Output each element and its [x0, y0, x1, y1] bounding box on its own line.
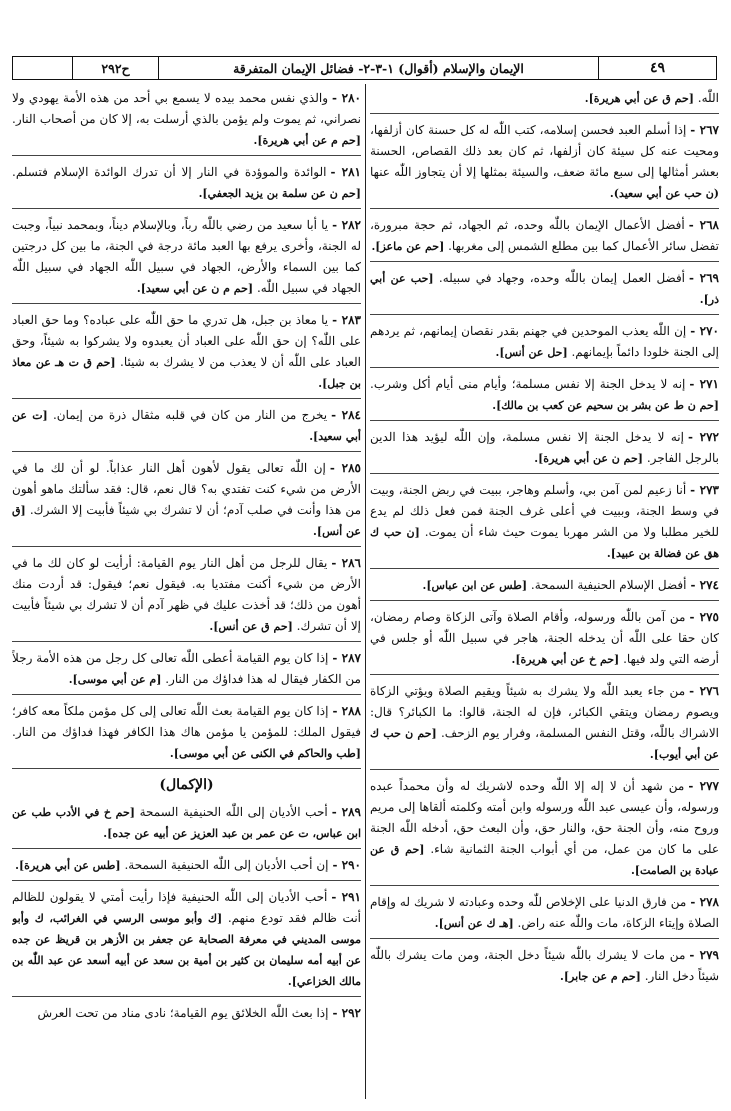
header-blank-cell [13, 57, 73, 79]
hadith-text: أفضل الإسلام الحنيفية السمحة. [527, 578, 687, 592]
hadith-source-reference: [طب والحاكم في الكنى عن أبي موسى]. [169, 747, 361, 760]
left-column [12, 88, 361, 1098]
hadith-source-reference: [ن حب ك هق عن فضالة بن عبيد]. [370, 526, 719, 560]
hadith-text: إن اللّٰه يعذب الموحدين في جهنم بقدر نقصان إيمانهم، ثم يردهم إلى الجنة خلودا دائماً بإيمانهم. [370, 324, 719, 359]
hadith-source-reference: [حم خ عن أبي هريرة]. [511, 653, 620, 666]
hadith-source-reference: [حب عن أبي ذر]. [370, 272, 719, 306]
hadith-number: ٢٩٢ - [332, 1006, 361, 1020]
hadith-entry [12, 88, 361, 156]
hadith-entry [12, 310, 361, 399]
hadith-text: اللّٰه. [693, 91, 719, 105]
section-heading: (الإكمال) [159, 777, 214, 793]
hadith-text: إذا كان يوم القيامة أعطى اللّٰه تعالى كل رجل من هذه الأمة رجلاً من الكفار فيقال له هذا فداؤك من النار. [12, 651, 361, 686]
hadith-text: إذا كان يوم القيامة بعث اللّٰه تعالى إلى كل مؤمن ملكاً معه كافر؛ فيقول الملك: للمؤمن يا مؤمن هاك هذا الكافر فهذا فداؤك من النار. [12, 704, 361, 739]
hadith-text: يا معاذ بن جبل، هل تدري ما حق اللّٰه على عباده؟ وما حق العباد على اللّٰه؟ إن حق اللّٰه على العباد أن يعبدوه ولا يشركوا به شيئاً، وحق العباد على اللّٰه أن لا يعذب من لا يشرك به شيئا. [12, 313, 361, 369]
hadith-entry [12, 458, 361, 547]
hadith-number: ٢٦٩ - [689, 271, 719, 285]
hadith-number: ٢٧٤ - [690, 578, 719, 592]
hadith-text: إذا أسلم العبد فحسن إسلامه، كتب اللّٰه له كل حسنة كان أزلفها، ومحيت عنه كل سيئة كان أزلفها، ثم كان بعد ذلك القصاص، الحسنة بعشر أمثالها إلى سبع مائة ضعف، والسيئة بمثلها إلا أن يتجاوز اللّٰه عنها [370, 123, 719, 179]
hadith-source-reference: [حم ن حب ك عن أبي أيوب]. [370, 727, 719, 761]
hadith-number: ٢٧٦ - [689, 684, 719, 698]
hadith-entry [12, 887, 361, 997]
hadith-text: من مات لا يشرك باللّٰه شيئاً دخل الجنة، ومن مات يشرك باللّٰه شيئاً دخل النار. [370, 948, 719, 983]
hadith-source-reference: [حم ن عن أبي هريرة]. [534, 452, 644, 465]
hadith-entry [370, 607, 719, 675]
hadith-source-reference: [حم ق ت هـ عن معاذ بن جبل]. [12, 356, 361, 390]
hadith-entry [12, 553, 361, 642]
hadith-source-reference: [حم ق عن عبادة بن الصامت]. [370, 843, 719, 877]
hadith-number: ٢٦٨ - [688, 218, 719, 232]
hadith-text: أحب الأديان إلى اللّٰه الحنيفية السمحة [134, 805, 328, 819]
hadith-number: ٢٨٠ - [332, 91, 361, 105]
page-header [12, 56, 717, 80]
hadith-number: ٢٧٠ - [690, 324, 719, 338]
right-column [370, 88, 719, 1098]
hadith-source-reference: [حم ق عن أبي هريرة]. [584, 92, 694, 105]
hadith-source-reference: [حم ق عن أنس]. [209, 620, 293, 633]
hadith-entry [12, 1003, 361, 1028]
hadith-number: ٢٦٧ - [690, 123, 719, 137]
hadith-entry [370, 120, 719, 209]
hadith-entry [370, 776, 719, 886]
hadith-number: ٢٨٢ - [332, 218, 361, 232]
hadith-entry [370, 215, 719, 262]
hadith-entry [370, 321, 719, 368]
hadith-number: ٢٧٨ - [690, 895, 719, 909]
hadith-number: ٢٧٩ - [689, 948, 719, 962]
hadith-source-reference: [حم ن عن سلمة بن يزيد الجعفي]. [198, 187, 361, 200]
hadith-text: من فارق الدنيا على الإخلاص للّٰه وحده وعبادته لا شريك له وإقام الصلاة وإيتاء الزكاة، مات واللّٰه عنه راض. [370, 895, 719, 930]
hadith-entry [12, 405, 361, 452]
hadith-number: ٢٧١ - [689, 377, 719, 391]
hadith-number: ٢٧٣ - [690, 483, 719, 497]
hadith-source-reference: [هـ ك عن أنس]. [434, 917, 514, 930]
hadith-text: والذي نفس محمد بيده لا يسمع بي أحد من هذه الأمة يهودي ولا نصراني، ثم يموت ولم يؤمن بالذي أرسلت به، إلا كان من أصحاب النار. [12, 91, 361, 126]
hadith-text: إنه لا يدخل الجنة إلا نفس مسلمة، وإن اللّٰه ليؤيد هذا الدين بالرجل الفاجر. [370, 430, 719, 465]
hadith-text: يخرج من النار من كان في قلبه مثقال ذرة من إيمان. [47, 408, 328, 422]
hadith-number: ٢٧٥ - [689, 610, 719, 624]
hadith-number: ٢٨٣ - [332, 313, 361, 327]
hadith-text: أحب الأديان إلى اللّٰه الحنيفية فإذا رأيت أمتي لا يقولون للظالم أنت ظالم فقد تودع منهم. [12, 890, 361, 925]
hadith-source-reference: [طس عن ابن عباس]. [422, 579, 528, 592]
hadith-entry [370, 374, 719, 421]
hadith-source-reference: [حم م عن أبي هريرة]. [253, 134, 361, 147]
hadith-text: إنه لا يدخل الجنة إلا نفس مسلمة؛ وأيام منى أيام أكل وشرب. [370, 377, 686, 391]
header-hadith-range: ح٢٩٢ [73, 57, 159, 79]
column-divider [365, 84, 366, 1099]
hadith-entry [370, 480, 719, 569]
hadith-entry [370, 945, 719, 991]
hadith-number: ٢٨٥ - [329, 461, 361, 475]
hadith-source-reference: [ك وأبو موسى الرسي في الغرائب، ك وأبو موسى المديني في معرفة الصحابة عن جعفر بن الأزهر بن قريظ عن جده عن أبيه أمه سليمان بن كثير بن أمية بن سعد عن أبيه أسعد عن عبد اللّٰه بن مالك الخزاعي]. [12, 912, 361, 988]
hadith-source-reference: [حم عن ماعز]. [371, 240, 445, 253]
hadith-number: ٢٨١ - [330, 165, 361, 179]
hadith-source-reference: [م عن أبي موسى]. [68, 673, 162, 686]
hadith-text: من شهد أن لا إله إلا اللّٰه وحده لاشريك له وأن محمداً عبده ورسوله، وأن عيسى عبد اللّٰه ورسوله وابن أمته وكلمته ألقاها إلى مريم وروح منه، وأن الجنة حق، والنار حق، وأن البعث حق، أدخله اللّٰه الجنة على ما كان من عمل، من أي أبواب الجنة الثمانية شاء. [370, 779, 719, 856]
hadith-number: ٢٨٤ - [331, 408, 361, 422]
hadith-entry [370, 268, 719, 315]
hadith-text: يقال للرجل من أهل النار يوم القيامة: أرأيت لو كان لك ما في الأرض من شيء أكنت مفتديا به. فيقول نعم؛ فيقول: قد أردت منك أهون من ذلك؛ قد أخذت عليك في ظهر آدم أن لا تشرك بي شيئاً فأبيت إلا أن تشرك. [12, 556, 361, 633]
hadith-entry [370, 88, 719, 114]
hadith-text: إن أحب الأديان إلى اللّٰه الحنيفية السمحة. [120, 858, 329, 872]
header-page-number: ٤٩ [649, 60, 666, 76]
hadith-text: إن اللّٰه تعالى يقول لأهون أهل النار عذاباً. لو أن لك ما في الأرض من شيء كنت تفتدي به؟ قال نعم، قال: فقد سألتك ماهو أهون من هذا وأنت في صلب آدم؛ أن لا تشرك بي شيئاً فأبيت إلا الشرك. [12, 461, 361, 517]
hadith-source-reference: [ت عن أبي سعيد]. [12, 409, 361, 443]
hadith-source-reference: [حم م عن جابر]. [559, 970, 641, 983]
hadith-number: ٢٧٢ - [687, 430, 719, 444]
hadith-entry [370, 575, 719, 601]
hadith-source-reference: [حم خ في الأدب طب عن ابن عباس، ت عن عمر بن عبد العزيز عن أبيه عن جده]. [12, 806, 361, 840]
hadith-number: ٢٨٦ - [331, 556, 361, 570]
hadith-text: الوائدة والموؤدة في النار إلا أن تدرك الوائدة الإسلام فتسلم. [12, 165, 327, 179]
hadith-number: ٢٩١ - [331, 890, 361, 904]
hadith-source-reference: [حل عن أنس]. [495, 346, 568, 359]
hadith-text: من جاء يعبد اللّٰه ولا يشرك به شيئاً ويقيم الصلاة ويؤتي الزكاة ويصوم رمضان ويتقي الكبائر، فإن له الجنة، قالوا: ما الكبائر؟ قال: الاشراك باللّٰه، وقتل النفس المسلمة، وفرار يوم الزحف. [370, 684, 719, 740]
hadith-text: أنا زعيم لمن آمن بي، وأسلم وهاجر، ببيت في ربض الجنة، وبيت في وسط الجنة، وببيت في أعلى غرف الجنة فمن فعل ذلك لم يدع للخير مطلبا ولا من الشر مهربا يموت حيث شاء أن يموت. [370, 483, 719, 539]
hadith-number: ٢٧٧ - [688, 779, 719, 793]
hadith-entry [370, 681, 719, 770]
hadith-entry [12, 701, 361, 769]
hadith-source-reference: [ق عن أنس]. [12, 504, 361, 538]
hadith-source-reference: [طس عن أبي هريرة]. [15, 859, 121, 872]
hadith-text: يا أبا سعيد من رضي باللّٰه رباً، وبالإسلام ديناً، وبمحمد نبياً، وجبت له الجنة، وأخرى يرفع بها العبد مائة درجة في الجنة، ما بين كل درجتين كما بين السماء والأرض، الجهاد في سبيل اللّٰه الجهاد في سبيل اللّٰه الجهاد في سبيل اللّٰه. [12, 218, 361, 295]
hadith-entry [370, 427, 719, 474]
hadith-source-reference: (ن حب عن أبي سعيد). [609, 187, 719, 200]
hadith-entry [12, 802, 361, 849]
hadith-source-reference: [حم م ن عن أبي سعيد]. [136, 282, 254, 295]
hadith-entry [12, 855, 361, 881]
hadith-entry [12, 648, 361, 695]
hadith-number: ٢٨٨ - [332, 704, 361, 718]
hadith-number: ٢٨٧ - [332, 651, 361, 665]
hadith-text: من آمن باللّٰه ورسوله، وأقام الصلاة وآتى الزكاة وصام رمضان، كان حقا على اللّٰه أن يدخله الجنة، هاجر في سبيل اللّٰه أو جلس في أرضه التي ولد فيها. [370, 610, 719, 666]
hadith-text: أفضل العمل إيمان باللّٰه وحده، وجهاد في سبيله. [433, 271, 686, 285]
hadith-source-reference: [حم ن ط عن بشر بن سحيم عن كعب بن مالك]. [492, 399, 719, 412]
hadith-text: أفضل الأعمال الإيمان باللّٰه وحده، ثم الجهاد، ثم حجة مبرورة، تفضل سائر الأعمال كما بين مطلع الشمس إلى مغربها. [370, 218, 719, 253]
hadith-number: ٢٨٩ - [331, 805, 361, 819]
hadith-entry [12, 215, 361, 304]
hadith-entry [370, 892, 719, 939]
hadith-entry [12, 162, 361, 209]
hadith-text: إذا بعث اللّٰه الخلائق يوم القيامة؛ نادى مناد من تحت العرش [37, 1006, 329, 1020]
hadith-number: ٢٩٠ - [332, 858, 361, 872]
header-chapter-title: الإيمان والإسلام (أقوال) ١-٣-٢- فضائل الإيمان المتفرقة [159, 57, 599, 79]
